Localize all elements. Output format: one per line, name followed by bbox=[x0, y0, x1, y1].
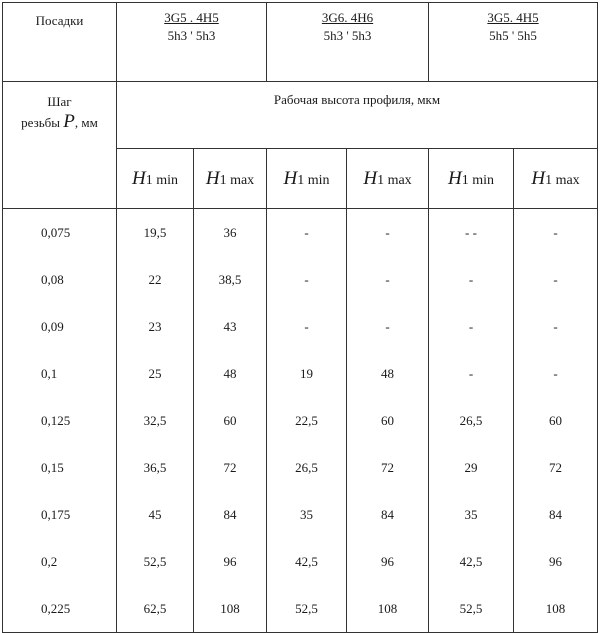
h1-min-value-fit-2: - bbox=[267, 209, 347, 257]
step-symbol: P bbox=[63, 111, 75, 132]
step-value: 0,09 bbox=[3, 303, 117, 350]
h1-max-value-fit-3: 96 bbox=[514, 538, 598, 585]
h1-min-value-fit-3: 29 bbox=[429, 444, 514, 491]
h1-min-value-fit-3: 35 bbox=[429, 491, 514, 538]
h1-max-header-1 bbox=[194, 149, 267, 209]
step-value: 0,175 bbox=[3, 491, 117, 538]
table-row bbox=[3, 491, 598, 538]
h1-max-value-fit-1: 48 bbox=[194, 350, 267, 397]
h1-max-value-fit-3: 84 bbox=[514, 491, 598, 538]
h1-min-header-3 bbox=[429, 149, 514, 209]
h1-max-value-fit-2: - bbox=[347, 256, 429, 303]
table-row bbox=[3, 538, 598, 585]
fit-group-1-line2: 5h3 ' 5h3 bbox=[167, 28, 216, 43]
h1-min-header-2 bbox=[267, 149, 347, 209]
table-row bbox=[3, 444, 598, 491]
h-symbol: H bbox=[131, 167, 146, 189]
h1-min-value-fit-2: 19 bbox=[267, 350, 347, 397]
h1-max-value-fit-3: - bbox=[514, 209, 598, 257]
h-min-sub: 1 min bbox=[145, 172, 178, 188]
thread-tolerance-table bbox=[2, 2, 598, 633]
h1-max-value-fit-3: - bbox=[514, 350, 598, 397]
h1-min-value-fit-2: 26,5 bbox=[267, 444, 347, 491]
table-row bbox=[3, 350, 598, 397]
h1-min-value-fit-2: - bbox=[267, 303, 347, 350]
h-max-sub: 1 max bbox=[545, 172, 580, 188]
h1-min-value-fit-1: 62,5 bbox=[117, 585, 194, 633]
h1-max-value-fit-3: - bbox=[514, 303, 598, 350]
h-max-sub: 1 max bbox=[219, 172, 255, 188]
table-row bbox=[3, 585, 598, 633]
table-body bbox=[3, 209, 598, 633]
table-row bbox=[3, 209, 598, 257]
h-symbol: H bbox=[531, 167, 546, 189]
h1-max-value-fit-2: 84 bbox=[347, 491, 429, 538]
h-min-sub: 1 min bbox=[297, 172, 330, 188]
step-value: 0,1 bbox=[3, 350, 117, 397]
table-row bbox=[3, 397, 598, 444]
h1-max-value-fit-2: 60 bbox=[347, 397, 429, 444]
step-value: 0,075 bbox=[3, 209, 117, 257]
h1-min-value-fit-3: - bbox=[429, 350, 514, 397]
h1-min-value-fit-3: - bbox=[429, 256, 514, 303]
h1-max-value-fit-1: 84 bbox=[194, 491, 267, 538]
step-value: 0,15 bbox=[3, 444, 117, 491]
h1-max-value-fit-2: 108 bbox=[347, 585, 429, 633]
thread-step-header bbox=[3, 82, 117, 209]
h1-min-value-fit-2: 52,5 bbox=[267, 585, 347, 633]
fit-group-3-header bbox=[429, 3, 598, 82]
step-value: 0,2 bbox=[3, 538, 117, 585]
fit-group-3-line2: 5h5 ' 5h5 bbox=[489, 28, 537, 43]
step-value: 0,125 bbox=[3, 397, 117, 444]
h1-min-value-fit-1: 45 bbox=[117, 491, 194, 538]
h1-max-value-fit-1: 60 bbox=[194, 397, 267, 444]
h1-min-value-fit-1: 25 bbox=[117, 350, 194, 397]
h1-min-value-fit-1: 52,5 bbox=[117, 538, 194, 585]
h1-max-header-3 bbox=[514, 149, 598, 209]
work-height-header: Рабочая высота профиля, мкм bbox=[117, 82, 598, 149]
h1-max-value-fit-3: - bbox=[514, 256, 598, 303]
step-value: 0,225 bbox=[3, 585, 117, 633]
h1-max-value-fit-3: 108 bbox=[514, 585, 598, 633]
h1-max-value-fit-1: 72 bbox=[194, 444, 267, 491]
h-symbol: H bbox=[283, 167, 298, 189]
fit-group-1-header bbox=[117, 3, 267, 82]
h1-max-value-fit-2: 72 bbox=[347, 444, 429, 491]
h1-max-header-2 bbox=[347, 149, 429, 209]
h1-min-value-fit-1: 22 bbox=[117, 256, 194, 303]
fit-group-2-line2: 5h3 ' 5h3 bbox=[323, 28, 372, 43]
h1-min-value-fit-3: - bbox=[429, 303, 514, 350]
step-unit: , мм bbox=[74, 115, 98, 130]
h1-min-value-fit-3: 42,5 bbox=[429, 538, 514, 585]
h1-min-value-fit-1: 36,5 bbox=[117, 444, 194, 491]
h1-max-value-fit-2: 96 bbox=[347, 538, 429, 585]
h1-max-value-fit-2: 48 bbox=[347, 350, 429, 397]
h1-max-value-fit-2: - bbox=[347, 303, 429, 350]
h1-min-value-fit-2: 42,5 bbox=[267, 538, 347, 585]
h1-min-value-fit-1: 32,5 bbox=[117, 397, 194, 444]
h1-max-value-fit-1: 38,5 bbox=[194, 256, 267, 303]
h1-min-value-fit-1: 19,5 bbox=[117, 209, 194, 257]
thread-tolerance-table-document bbox=[2, 2, 598, 633]
h1-min-value-fit-2: 35 bbox=[267, 491, 347, 538]
h1-max-value-fit-2: - bbox=[347, 209, 429, 257]
fit-group-3-line1: 3G5. 4H5 bbox=[487, 10, 539, 25]
table-row bbox=[3, 303, 598, 350]
h1-min-value-fit-3: 26,5 bbox=[429, 397, 514, 444]
work-height-header-row bbox=[3, 82, 598, 149]
h1-max-value-fit-1: 96 bbox=[194, 538, 267, 585]
h1-min-value-fit-2: - bbox=[267, 256, 347, 303]
step-label-line1: Шаг bbox=[47, 94, 72, 109]
posadki-header: Посадки bbox=[3, 3, 117, 82]
fit-group-2-header bbox=[267, 3, 429, 82]
h-min-sub: 1 min bbox=[461, 172, 494, 188]
fit-group-1-line1: 3G5 . 4H5 bbox=[164, 10, 219, 25]
h-symbol: H bbox=[363, 167, 378, 189]
h-symbol: H bbox=[447, 167, 462, 189]
h-symbol: H bbox=[205, 167, 220, 189]
fits-header-row bbox=[3, 3, 598, 82]
step-label-prefix: резьбы bbox=[21, 115, 61, 130]
h1-min-value-fit-3: - - bbox=[429, 209, 514, 257]
h1-min-value-fit-1: 23 bbox=[117, 303, 194, 350]
table-row bbox=[3, 256, 598, 303]
h1-max-value-fit-1: 108 bbox=[194, 585, 267, 633]
h1-max-value-fit-1: 43 bbox=[194, 303, 267, 350]
h1-max-value-fit-1: 36 bbox=[194, 209, 267, 257]
h1-min-value-fit-2: 22,5 bbox=[267, 397, 347, 444]
h1-min-value-fit-3: 52,5 bbox=[429, 585, 514, 633]
h1-max-value-fit-3: 72 bbox=[514, 444, 598, 491]
h-max-sub: 1 max bbox=[377, 172, 412, 188]
fit-group-2-line1: 3G6. 4H6 bbox=[321, 10, 374, 25]
h1-max-value-fit-3: 60 bbox=[514, 397, 598, 444]
step-value: 0,08 bbox=[3, 256, 117, 303]
h1-min-header-1 bbox=[117, 149, 194, 209]
